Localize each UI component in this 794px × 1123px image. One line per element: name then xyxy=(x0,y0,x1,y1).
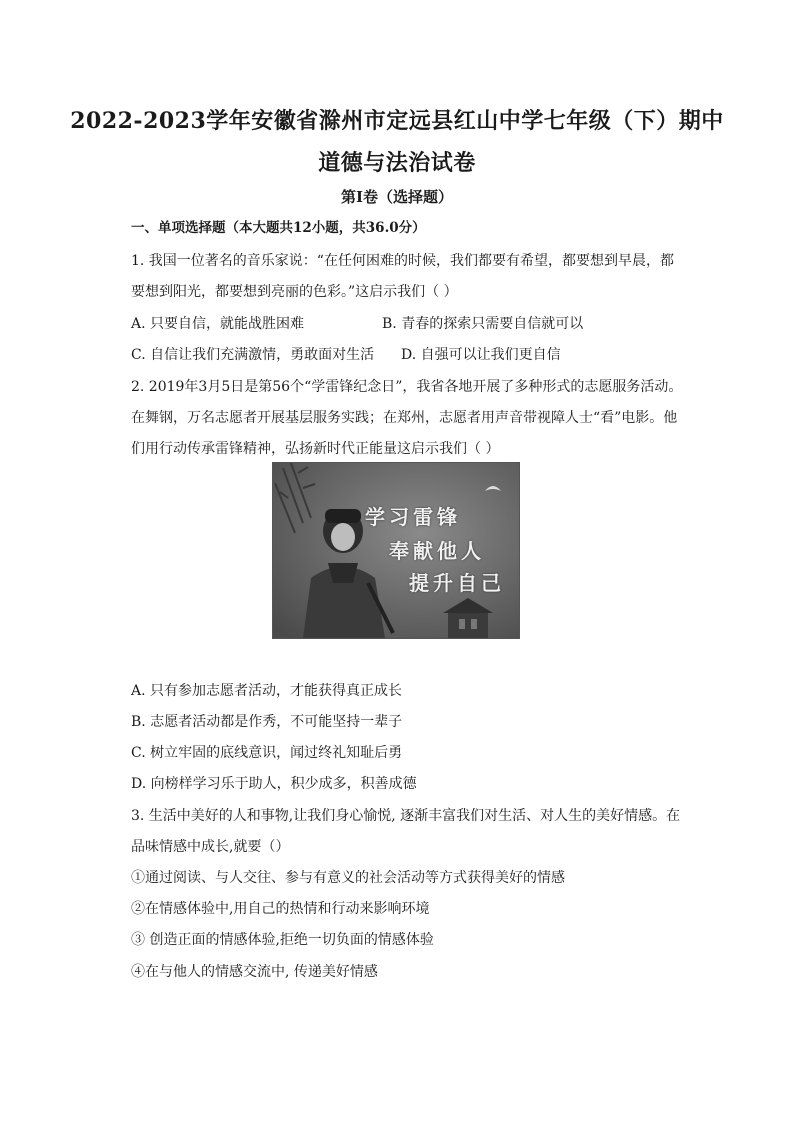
q2-stem-line1: 2. 2019年3月5日是第56个“学雷锋纪念日”，我省各地开展了多种形式的志愿服务活动。 xyxy=(131,379,683,395)
q1-option-c: C. 自信让我们充满激情，勇敢面对生活 xyxy=(131,347,375,363)
q1-option-a: A. 只要自信，就能战胜困难 xyxy=(131,316,305,332)
q3-stem-line1: 3. 生活中美好的人和事物,让我们身心愉悦, 逐渐丰富我们对生活、对人生的美好情感。在 xyxy=(131,808,681,824)
exam-title-line2: 道德与法治试卷 xyxy=(318,150,476,176)
q2-stem-line2: 在舞钢，万名志愿者开展基层服务实践；在郑州，志愿者用声音带视障人士“看”电影。他 xyxy=(131,410,678,426)
section-heading: 第Ⅰ卷（选择题） xyxy=(340,188,454,206)
part-heading: 一、单项选择题（本大题共12小题，共36.0分） xyxy=(131,220,426,236)
q3-item-2: ②在情感体验中,用自己的热情和行动来影响环境 xyxy=(131,901,430,917)
q2-option-d: D. 向榜样学习乐于助人，积少成多，积善成德 xyxy=(131,776,417,792)
poster-text-line3: 提升自己 xyxy=(409,571,505,595)
q1-option-d: D. 自强可以让我们更自信 xyxy=(401,347,561,363)
q2-option-c: C. 树立牢固的底线意识，闻过终礼知耻后勇 xyxy=(131,745,403,761)
q1-option-b: B. 青春的探索只需要自信就可以 xyxy=(382,316,584,332)
poster-text-line2: 奉献他人 xyxy=(389,539,485,563)
q2-option-a: A. 只有参加志愿者活动，才能获得真正成长 xyxy=(131,683,403,699)
q1-stem-line2: 要想到阳光，都要想到亮丽的色彩。”这启示我们（ ） xyxy=(131,284,458,300)
q3-stem-line2: 品味情感中成长,就要（） xyxy=(131,839,290,855)
exam-title-line1: 2022-2023学年安徽省滁州市定远县红山中学七年级（下）期中 xyxy=(70,108,724,134)
q2-option-b: B. 志愿者活动都是作秀，不可能坚持一辈子 xyxy=(131,714,403,730)
q3-item-4: ④在与他人的情感交流中, 传递美好情感 xyxy=(131,964,378,980)
q1-stem-line1: 1. 我国一位著名的音乐家说：“在任何困难的时候，我们都要有希望，都要想到早晨，都 xyxy=(131,253,674,269)
lei-feng-poster-image xyxy=(272,462,520,639)
q2-stem-line3: 们用行动传承雷锋精神，弘扬新时代正能量这启示我们（ ） xyxy=(131,441,500,457)
q3-item-3: ③ 创造正面的情感体验,拒绝一切负面的情感体验 xyxy=(131,932,434,948)
q3-item-1: ①通过阅读、与人交往、参与有意义的社会活动等方式获得美好的情感 xyxy=(131,870,565,886)
poster-text-line1: 学习雷锋 xyxy=(365,505,461,529)
